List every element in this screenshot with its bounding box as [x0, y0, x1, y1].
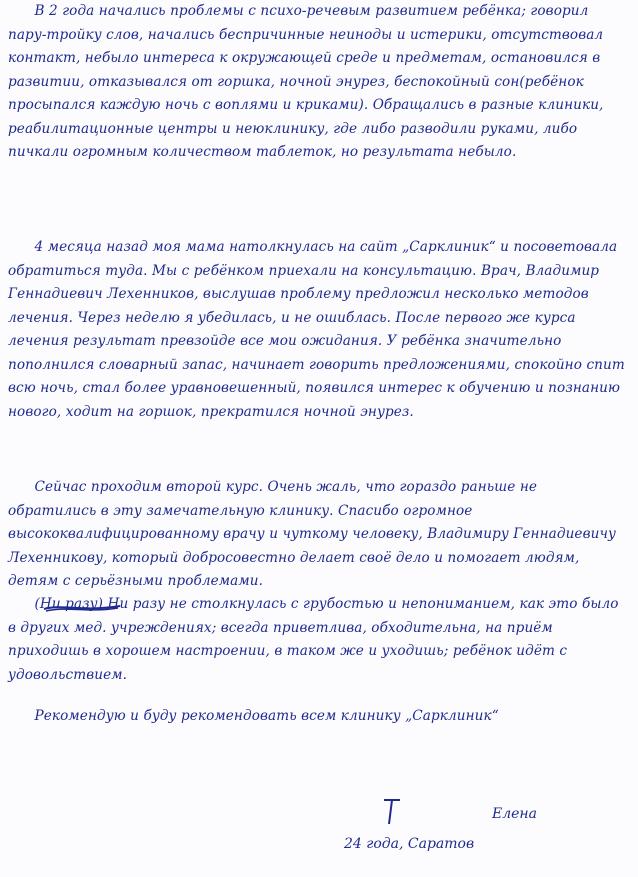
- signature-name: Елена: [492, 806, 537, 822]
- signature-age-city: 24 года, Саратов: [344, 836, 475, 852]
- letter-paragraph-4: (Ни разу) Ни разу не столкнулась с грубостью и непониманием, как это было в других мед. учреждениях; всегда приветлива, обходительна, на приём приходишь в хорошем настроении, в таком же и уходишь; ребёнок идёт с удовольствием.: [8, 596, 623, 683]
- letter-paragraph-2: 4 месяца назад моя мама натолкнулась на сайт „Сарклиник“ и посоветовала обратиться туда. Мы с ребёнком приехали на консультацию. Врач, Владимир Геннадиевич Лехенников, выслушав проблему предложил несколько методов лечения. Через неделю я убедилась, и не ошиблась. После первого же курса лечения результат превзойде все мои ожидания. У ребёнка значительно пополнился словарный запас, начинает говорить предложениями, спокойно спит всю ночь, стал более уравновешенный, появился интерес к обучению и познанию нового, ходит на горшок, прекратился ночной энурез.: [8, 239, 630, 420]
- letter-paragraph-1: В 2 года начались проблемы с психо-речевым развитием ребёнка; говорил пару-тройку слов, начались беспричинные неиноды и истерики, отсутствовал контакт, небыло интереса к окружающей среде и предметам, остановился в развитии, отказывался от горшка, ночной энурез, беспокойный сон(ребёнок просыпался каждую ночь с воплями и криками). Обращались в разные клиники, реабилитационные центры и неюклинику, где либо разводили руками, либо пичкали огромным количеством таблеток, но результата небыло.: [8, 3, 608, 160]
- letter-paragraph-5: Рекомендую и буду рекомендовать всем клинику „Сарклиник“: [8, 708, 499, 724]
- signature-mark: [380, 796, 404, 826]
- letter-paragraph-3: Сейчас проходим второй курс. Очень жаль, что гораздо раньше не обратились в эту замечательную клинику. Спасибо огромное высококвалифицированному врачу и чуткому человеку, Владимиру Геннадиевичу Лехенникову, который добросовестно делает своё дело и помогает людям, детям с серьёзными проблемами.: [8, 479, 621, 589]
- strikethrough-mark: [42, 600, 122, 616]
